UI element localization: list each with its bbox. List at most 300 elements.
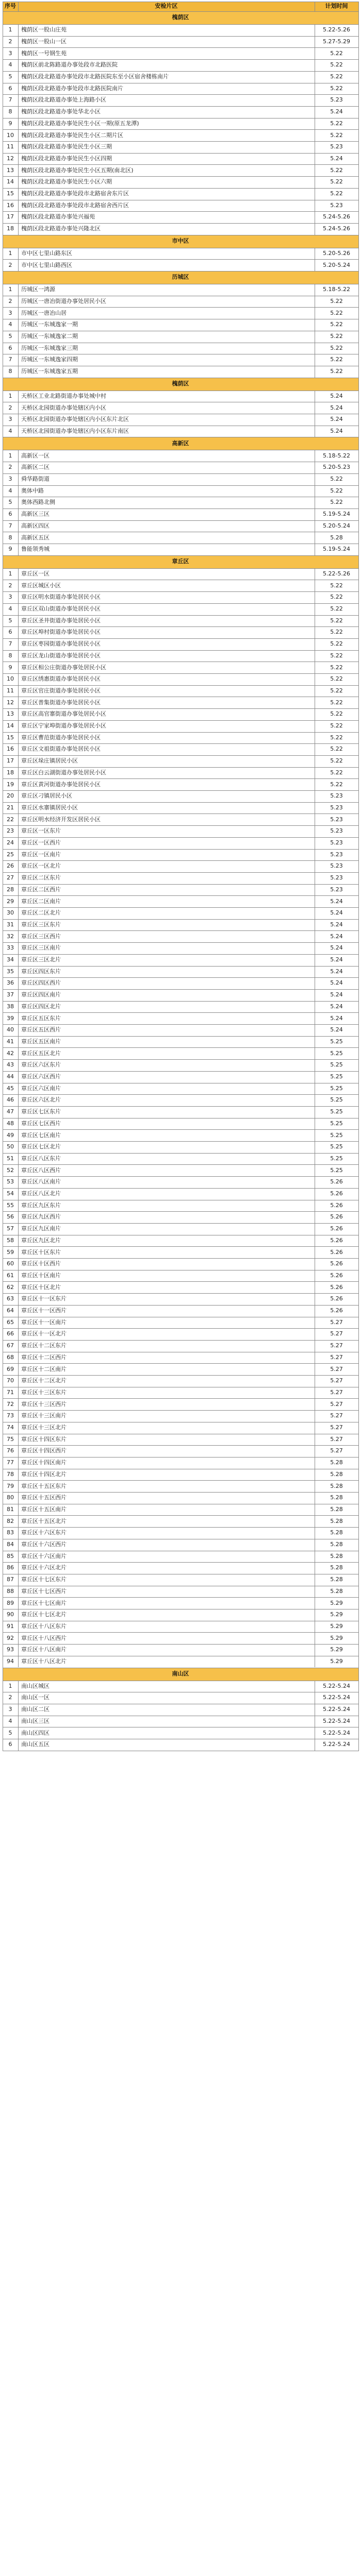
row-divider [3, 849, 359, 850]
row-number: 6 [8, 511, 12, 518]
row-time: 5.24-5.26 [323, 225, 350, 232]
row-number: 82 [7, 1517, 14, 1524]
row-number: 50 [7, 1143, 14, 1150]
row-time: 5.27 [330, 1424, 343, 1431]
row-divider [3, 673, 359, 674]
row-number: 11 [7, 687, 14, 694]
row-divider [3, 1164, 359, 1165]
row-area: 天桥区工业北路街道办事处城中村 [21, 392, 106, 399]
row-number: 93 [7, 1646, 14, 1653]
table-border [358, 2, 359, 1751]
column-divider [18, 450, 19, 555]
row-divider [3, 153, 359, 154]
row-divider [3, 141, 359, 142]
row-number: 44 [7, 1073, 14, 1080]
row-number: 24 [7, 839, 14, 846]
row-time: 5.23 [330, 143, 343, 150]
row-area: 章丘区黄河街道办事处居民小区 [21, 781, 101, 788]
row-time: 5.26 [330, 1272, 343, 1279]
row-time: 5.22 [330, 664, 343, 671]
row-time: 5.22 [330, 617, 343, 624]
row-divider [3, 872, 359, 873]
row-divider [3, 650, 359, 651]
row-time: 5.22 [330, 594, 343, 601]
header-area: 安检片区 [155, 3, 178, 10]
row-number: 45 [7, 1084, 14, 1092]
row-area: 章丘区十八区西片 [21, 1634, 67, 1641]
row-time: 5.23 [330, 792, 343, 800]
row-area: 章丘区十五区东片 [21, 1482, 67, 1489]
row-time: 5.24 [330, 108, 343, 115]
row-divider [3, 164, 359, 165]
row-divider [3, 884, 359, 885]
row-divider [3, 1363, 359, 1364]
row-area: 章丘区十区北片 [21, 1283, 61, 1291]
row-time: 5.23 [330, 862, 343, 870]
row-time: 5.27 [330, 1412, 343, 1419]
row-area: 章丘区十八区东片 [21, 1622, 67, 1630]
row-time: 5.27 [330, 1318, 343, 1326]
row-number: 8 [8, 534, 12, 541]
row-number: 10 [7, 675, 14, 683]
row-number: 26 [7, 862, 14, 870]
row-number: 8 [8, 108, 12, 115]
row-time: 5.29 [330, 1634, 343, 1641]
row-time: 5.24 [330, 1014, 343, 1022]
row-time: 5.25 [330, 1038, 343, 1045]
row-divider [3, 1106, 359, 1107]
row-time: 5.23 [330, 201, 343, 209]
row-number: 7 [8, 522, 12, 529]
row-number: 3 [8, 49, 12, 57]
row-area: 章丘区九区南片 [21, 1225, 61, 1232]
row-area: 历城区一东城逸家一期 [21, 321, 78, 328]
row-time: 5.22 [330, 487, 343, 494]
row-time: 5.29 [330, 1611, 343, 1618]
row-number: 1 [8, 1682, 12, 1689]
row-time: 5.23 [330, 839, 343, 846]
row-area: 天桥区北园街道办事处辖区内小区东片南区 [21, 427, 129, 434]
row-area: 章丘区十三区南片 [21, 1412, 67, 1419]
row-divider [3, 188, 359, 189]
row-number: 61 [7, 1272, 14, 1279]
row-time: 5.28 [330, 1587, 343, 1595]
row-time: 5.28 [330, 1459, 343, 1466]
row-area: 章丘区十四区南片 [21, 1459, 67, 1466]
row-divider [3, 1281, 359, 1282]
row-divider [3, 615, 359, 616]
row-time: 5.27 [330, 1400, 343, 1408]
row-divider [3, 1293, 359, 1294]
row-time: 5.19-5.24 [323, 511, 350, 518]
row-divider [3, 778, 359, 779]
section-title: 槐荫区 [172, 14, 189, 21]
row-divider [3, 942, 359, 943]
row-number: 62 [7, 1283, 14, 1291]
row-area: 南山区二区 [21, 1706, 50, 1713]
row-area: 章丘区十三区东片 [21, 1388, 67, 1396]
row-number: 60 [7, 1260, 14, 1267]
row-time: 5.24 [330, 956, 343, 963]
row-time: 5.24 [330, 416, 343, 423]
row-number: 37 [7, 991, 14, 998]
row-number: 83 [7, 1529, 14, 1536]
row-time: 5.22 [330, 120, 343, 127]
row-divider [3, 626, 359, 627]
row-number: 4 [8, 1717, 12, 1724]
row-time: 5.28 [330, 1517, 343, 1524]
row-divider [3, 36, 359, 37]
row-area: 槐荫区前北陈路道办事处段市北路医院 [21, 61, 118, 69]
row-area: 槐荫区段北路道办事处民生小区六期 [21, 178, 112, 185]
row-number: 2 [8, 582, 12, 589]
row-time: 5.22 [330, 734, 343, 741]
row-number: 10 [7, 131, 14, 139]
row-time: 5.24 [330, 991, 343, 998]
row-area: 高新区二区 [21, 464, 50, 471]
row-area: 章丘区二区南片 [21, 897, 61, 905]
row-area: 章丘区白云湖街道办事处居民小区 [21, 769, 106, 776]
row-time: 5.26 [330, 1295, 343, 1302]
row-divider [3, 1562, 359, 1563]
row-area: 章丘区六区北片 [21, 1096, 61, 1104]
row-number: 42 [7, 1049, 14, 1057]
row-area: 章丘区刁镇居民小区 [21, 792, 72, 800]
row-time: 5.24 [330, 404, 343, 411]
row-time: 5.28 [330, 534, 343, 541]
row-divider [3, 989, 359, 990]
row-number: 1 [8, 26, 12, 33]
row-time: 5.24 [330, 933, 343, 940]
row-number: 1 [8, 452, 12, 459]
row-time: 5.22 [330, 356, 343, 363]
row-time: 5.25 [330, 1108, 343, 1115]
row-divider [3, 1398, 359, 1399]
row-number: 29 [7, 897, 14, 905]
row-time: 5.22 [330, 178, 343, 185]
row-area: 章丘区文祖街道办事处居民小区 [21, 745, 101, 753]
row-time: 5.26 [330, 1201, 343, 1209]
row-time: 5.22 [330, 297, 343, 304]
row-number: 1 [8, 570, 12, 577]
row-time: 5.22 [330, 309, 343, 316]
row-area: 章丘区一区南片 [21, 851, 61, 858]
row-time: 5.22 [330, 476, 343, 483]
row-number: 41 [7, 1038, 14, 1045]
row-time: 5.22 [330, 640, 343, 648]
row-number: 79 [7, 1482, 14, 1489]
row-divider [3, 94, 359, 95]
row-time: 5.22-5.24 [323, 1694, 350, 1701]
row-time: 5.28 [330, 1564, 343, 1571]
row-number: 18 [7, 769, 14, 776]
row-time: 5.22 [330, 499, 343, 506]
row-divider [3, 802, 359, 803]
header-no: 序号 [5, 3, 16, 10]
row-divider [3, 1141, 359, 1142]
row-area: 章丘区十八区南片 [21, 1646, 67, 1653]
row-number: 6 [8, 344, 12, 351]
row-divider [3, 106, 359, 107]
row-area: 章丘区十六区东片 [21, 1529, 67, 1536]
row-time: 5.25 [330, 1061, 343, 1069]
row-time: 5.23 [330, 886, 343, 893]
row-area: 章丘区十五区西片 [21, 1494, 67, 1501]
row-divider [3, 732, 359, 733]
row-time: 5.20-5.24 [323, 261, 350, 268]
row-number: 78 [7, 1470, 14, 1478]
row-divider [3, 1410, 359, 1411]
row-number: 55 [7, 1201, 14, 1209]
row-divider [3, 1492, 359, 1493]
row-area: 章丘区高官寨街道办事处居民小区 [21, 710, 106, 718]
row-area: 章丘区十六区南片 [21, 1552, 67, 1560]
row-number: 36 [7, 979, 14, 987]
row-time: 5.26 [330, 1283, 343, 1291]
row-area: 章丘区十二区南片 [21, 1365, 67, 1372]
row-divider [3, 568, 359, 569]
row-number: 6 [8, 84, 12, 92]
row-number: 12 [7, 155, 14, 162]
row-time: 5.28 [330, 1494, 343, 1501]
row-number: 48 [7, 1120, 14, 1127]
row-number: 76 [7, 1447, 14, 1454]
row-time: 5.22 [330, 652, 343, 659]
row-time: 5.26 [330, 1190, 343, 1197]
row-area: 槐荫区段北路道办事处民生小区二期片区 [21, 131, 123, 139]
row-area: 章丘区三区东片 [21, 921, 61, 928]
row-area: 章丘区四区西片 [21, 979, 61, 987]
row-divider [3, 520, 359, 521]
row-time: 5.22 [330, 344, 343, 351]
row-number: 4 [8, 321, 12, 328]
row-time: 5.28 [330, 1529, 343, 1536]
row-area: 槐荫区段北路道办事处民生小区一期(原五龙潭) [21, 120, 139, 127]
row-number: 31 [7, 921, 14, 928]
row-divider [3, 1001, 359, 1002]
row-number: 89 [7, 1599, 14, 1606]
row-time: 5.22 [330, 699, 343, 706]
row-divider [3, 1094, 359, 1095]
row-time: 5.22 [330, 333, 343, 340]
row-area: 高新区三区 [21, 511, 50, 518]
row-number: 3 [8, 1706, 12, 1713]
row-area: 章丘区二区西片 [21, 886, 61, 893]
row-number: 85 [7, 1552, 14, 1560]
row-area: 章丘区一区 [21, 570, 50, 577]
row-time: 5.27 [330, 1447, 343, 1454]
row-area: 章丘区十五区北片 [21, 1517, 67, 1524]
row-time: 5.25 [330, 1166, 343, 1174]
row-area: 章丘区十一区北片 [21, 1330, 67, 1337]
row-number: 69 [7, 1365, 14, 1372]
row-time: 5.27 [330, 1365, 343, 1372]
row-number: 2 [8, 297, 12, 304]
row-number: 66 [7, 1330, 14, 1337]
row-area: 槐荫区段北路道办事处段市北路宿舍东片区 [21, 190, 129, 197]
row-number: 3 [8, 416, 12, 423]
row-area: 奥体西路北侧 [21, 499, 55, 506]
section-title: 南山区 [172, 1670, 189, 1677]
row-area: 章丘区十二区西片 [21, 1353, 67, 1361]
row-time: 5.22 [330, 769, 343, 776]
row-time: 5.28 [330, 1541, 343, 1548]
row-time: 5.26 [330, 1225, 343, 1232]
row-time: 5.22-5.24 [323, 1741, 350, 1748]
row-time: 5.25 [330, 1096, 343, 1104]
row-number: 23 [7, 827, 14, 835]
row-number: 1 [8, 392, 12, 399]
row-time: 5.24 [330, 909, 343, 917]
header-time: 计划时间 [325, 3, 348, 10]
row-divider [3, 1047, 359, 1048]
row-area: 章丘区八区西片 [21, 1166, 61, 1174]
row-area: 章丘区城区小区 [21, 582, 61, 589]
row-divider [3, 977, 359, 978]
row-number: 59 [7, 1248, 14, 1256]
row-divider [3, 743, 359, 744]
row-divider [3, 1024, 359, 1025]
row-area: 历城区一东城逸家五期 [21, 368, 78, 375]
row-area: 章丘区曹范街道办事处居民小区 [21, 734, 101, 741]
row-area: 历城区一东城逸家三期 [21, 344, 78, 351]
row-number: 5 [8, 333, 12, 340]
row-time: 5.22 [330, 722, 343, 730]
row-area: 槐荫区段北路道办事处民生小区四期 [21, 155, 112, 162]
row-number: 3 [8, 594, 12, 601]
row-divider [3, 1644, 359, 1645]
row-area: 章丘区埠村街道办事处居民小区 [21, 629, 101, 636]
row-area: 章丘区一区北片 [21, 862, 61, 870]
row-number: 5 [8, 617, 12, 624]
row-number: 18 [7, 225, 14, 232]
row-area: 章丘区十一区东片 [21, 1295, 67, 1302]
row-divider [3, 1059, 359, 1060]
row-area: 槐荫区段北路道办事处段市北路医院东至小区宿舍楼栋南片 [21, 73, 169, 80]
row-number: 35 [7, 968, 14, 975]
row-divider [3, 1527, 359, 1528]
row-time: 5.22 [330, 757, 343, 765]
row-area: 槐荫区段北路道办事处民生小区三期 [21, 143, 112, 150]
row-number: 63 [7, 1295, 14, 1302]
row-area: 章丘区十四区北片 [21, 1470, 67, 1478]
row-time: 5.22-5.24 [323, 1717, 350, 1724]
row-number: 77 [7, 1459, 14, 1466]
row-number: 88 [7, 1587, 14, 1595]
row-divider [3, 638, 359, 639]
row-area: 章丘区八区北片 [21, 1190, 61, 1197]
row-time: 5.25 [330, 1073, 343, 1080]
row-time: 5.23 [330, 816, 343, 823]
row-number: 52 [7, 1166, 14, 1174]
row-time: 5.24 [330, 979, 343, 987]
row-time: 5.27 [330, 1353, 343, 1361]
row-divider [3, 1176, 359, 1177]
row-number: 13 [7, 710, 14, 718]
row-number: 16 [7, 745, 14, 753]
row-number: 2 [8, 38, 12, 45]
row-area: 南山区四区 [21, 1729, 50, 1736]
row-time: 5.25 [330, 1049, 343, 1057]
row-divider [3, 895, 359, 896]
row-area: 章丘区八区南片 [21, 1178, 61, 1185]
row-area: 章丘区七区北片 [21, 1143, 61, 1150]
row-number: 11 [7, 143, 14, 150]
row-time: 5.24 [330, 968, 343, 975]
row-time: 5.26 [330, 1260, 343, 1267]
row-number: 17 [7, 213, 14, 221]
row-number: 70 [7, 1377, 14, 1384]
row-area: 章丘区十二区东片 [21, 1342, 67, 1349]
row-divider [3, 1457, 359, 1458]
row-area: 章丘区七区南片 [21, 1131, 61, 1139]
row-number: 49 [7, 1131, 14, 1139]
row-area: 章丘区九区东片 [21, 1201, 61, 1209]
row-number: 15 [7, 190, 14, 197]
row-number: 17 [7, 757, 14, 765]
row-time: 5.23 [330, 851, 343, 858]
row-divider [3, 271, 359, 272]
row-area: 章丘区明水街道办事处居民小区 [21, 594, 101, 601]
row-number: 28 [7, 886, 14, 893]
row-number: 1 [8, 249, 12, 257]
row-time: 5.24 [330, 155, 343, 162]
row-number: 57 [7, 1225, 14, 1232]
row-number: 75 [7, 1435, 14, 1443]
row-area: 章丘区十三区北片 [21, 1424, 67, 1431]
row-divider [3, 930, 359, 931]
row-time: 5.26 [330, 1178, 343, 1185]
row-area: 章丘区一区西片 [21, 839, 61, 846]
row-divider [3, 1153, 359, 1154]
row-number: 80 [7, 1494, 14, 1501]
row-area: 章丘区三区南片 [21, 944, 61, 952]
row-time: 5.26 [330, 1307, 343, 1314]
row-number: 12 [7, 699, 14, 706]
row-time: 5.22 [330, 745, 343, 753]
row-area: 章丘区十四区西片 [21, 1447, 67, 1454]
row-time: 5.22 [330, 166, 343, 174]
row-time: 5.29 [330, 1646, 343, 1653]
row-divider [3, 59, 359, 60]
row-area: 章丘区六区南片 [21, 1084, 61, 1092]
row-time: 5.23 [330, 96, 343, 104]
row-divider [3, 11, 359, 12]
row-divider [3, 223, 359, 224]
row-area: 槐荫区段北路道办事处兴隆北区 [21, 225, 101, 232]
row-number: 9 [8, 664, 12, 671]
row-area: 章丘区十五区南片 [21, 1505, 67, 1513]
row-area: 章丘区四区北片 [21, 1003, 61, 1010]
row-area: 章丘区十七区西片 [21, 1587, 67, 1595]
row-area: 高新区五区 [21, 534, 50, 541]
row-time: 5.20-5.24 [323, 522, 350, 529]
row-divider [3, 603, 359, 604]
row-time: 5.29 [330, 1622, 343, 1630]
row-divider [3, 1597, 359, 1598]
row-divider [3, 1246, 359, 1247]
row-time: 5.27 [330, 1330, 343, 1337]
row-time: 5.24 [330, 944, 343, 952]
section-title: 章丘区 [172, 558, 189, 565]
row-number: 74 [7, 1424, 14, 1431]
row-number: 81 [7, 1505, 14, 1513]
row-divider [3, 1515, 359, 1516]
row-number: 21 [7, 804, 14, 811]
row-area: 章丘区相公庄街道办事处居民小区 [21, 664, 106, 671]
row-divider [3, 907, 359, 908]
row-time: 5.22 [330, 84, 343, 92]
